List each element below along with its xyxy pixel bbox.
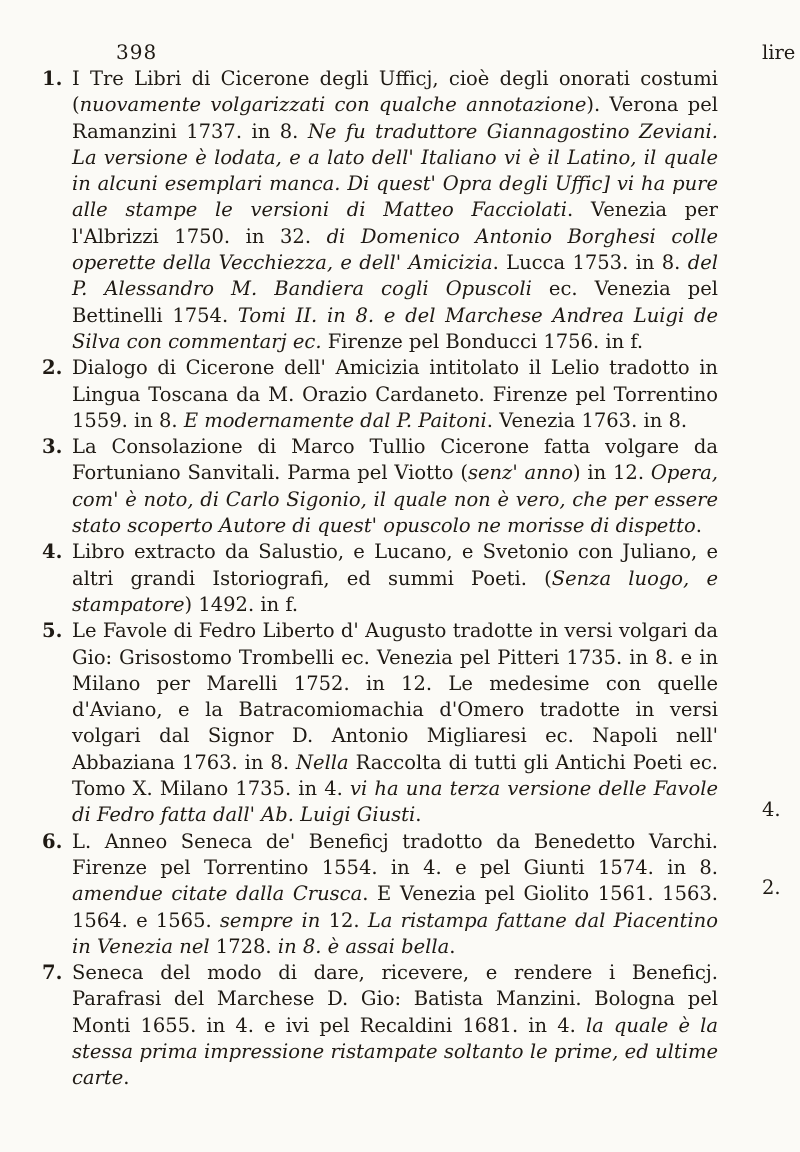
catalogue-entry: [42, 829, 718, 960]
entry-text-italic: in 8. è assai bella: [277, 934, 450, 958]
entry-text: Dialogo di Cicerone dell' Amicizia intitolato il Lelio tradotto in Lingua Toscana da M. Orazio Cardaneto. Firenze pel Torrentino 1559. in 8.: [72, 356, 718, 432]
entry-text: . Venezia 1763. in 8.: [486, 408, 688, 432]
entry-text: ec. Venezia pel Bettinelli 1754.: [72, 277, 718, 327]
entry-text: L. Anneo Seneca de' Beneficj tradotto da Benedetto Varchi. Firenze pel Torrentino 1554. in 4. e pel Giunti 1574. in 8.: [72, 829, 718, 879]
page-number: 398: [116, 40, 158, 64]
entry-number: 5.: [42, 619, 63, 643]
entry-text: Firenze pel Bonducci 1756. in f.: [321, 329, 644, 353]
entry-text: .: [123, 1066, 130, 1090]
entry-text-italic: la quale è la stessa prima impressione ristampate soltanto le prime, ed ultime carte: [72, 1013, 718, 1090]
entry-text-italic: Ne fu traduttore Giannagostino Zeviani. La versione è lodata, e a lato dell' Italiano vi è il Latino, il quale in alcuni esemplari manca. Di quest' Opra degli Uffic] vi ha pure alle stampe le versioni di Matteo Facciolati: [72, 119, 718, 222]
entry-number: 7.: [42, 961, 63, 985]
catalogue-entry: [42, 434, 718, 539]
catalogue-entries: [42, 66, 718, 1092]
entry-text-italic: di Domenico Antonio Borghesi colle operette della Vecchiezza, e dell' Amicizia: [72, 224, 718, 275]
entry-text-italic: Tomi II. in 8. e del Marchese Andrea Luigi de Silva con commentarj ec.: [72, 303, 718, 353]
entry-text: I Tre Libri di Cicerone degli Ufficj, cioè degli onorati costumi (: [72, 67, 718, 117]
entry-text: La Consolazione di Marco Tullio Cicerone fatta volgare da Fortuniano Sanvitali. Parma pel Viotto (: [72, 435, 718, 485]
entry-text: Raccolta di tutti gli Antichi Poeti ec. Tomo X. Milano 1735. in 4.: [72, 750, 719, 801]
entry-text-italic: La ristampa fattane dal Piacentino in Venezia nel: [72, 908, 718, 958]
entry-number: 1.: [42, 67, 63, 90]
entry-text: ) 1492. in f.: [184, 592, 299, 616]
catalogue-entry: [42, 355, 718, 434]
catalogue-entry: [42, 960, 718, 1091]
margin-price: lire: [762, 41, 796, 64]
entry-text-italic: senz' anno: [467, 461, 573, 485]
entry-text: ) in 12.: [572, 461, 651, 485]
entry-text: Libro extracto da Salustio, e Lucano, e Svetonio con Juliano, e altri grandi Istoriografi, ed summi Poeti. (: [72, 540, 718, 590]
entry-text: .: [415, 803, 422, 827]
entry-text-italic: E modernamente dal P. Paitoni: [183, 408, 487, 432]
entry-text-italic: amendue citate dalla Crusca: [72, 882, 363, 906]
entry-text: ). Verona pel Ramanzini 1737. in 8.: [72, 93, 718, 143]
entry-number: 3.: [42, 435, 63, 459]
entry-text-italic: sempre in: [219, 908, 321, 932]
entry-text-italic: del P. Alessandro M. Bandiera cogli Opuscoli: [72, 251, 718, 301]
margin-price: 2.: [762, 876, 781, 899]
entry-text: .: [449, 934, 456, 958]
catalogue-entry: [42, 66, 718, 355]
entry-number: 2.: [42, 356, 63, 380]
entry-text: 1728.: [209, 934, 278, 958]
entry-number: 4.: [42, 540, 63, 564]
entry-text: . Venezia per l'Albrizzi 1750. in 32.: [72, 198, 718, 248]
entry-text-italic: Nella: [295, 750, 349, 774]
entry-text: 12.: [320, 908, 368, 932]
catalogue-entry: [42, 539, 718, 618]
entry-text: Seneca del modo di dare, ricevere, e rendere i Beneficj. Parafrasi del Marchese D. Gio: Batista Manzini. Bologna pel Monti 1655. in 4. e ivi pel Recaldini 1681. in 4.: [72, 961, 718, 1037]
entry-text-italic: Senza luogo, e stampatore: [72, 566, 718, 616]
entry-text-italic: vi ha una terza versione delle Favole di Fedro fatta dall' Ab. Luigi Giusti: [72, 777, 718, 827]
entry-text: . Lucca 1753. in 8.: [492, 251, 688, 275]
entry-text: . E Venezia pel Giolito 1561. 1563. 1564. e 1565.: [72, 882, 718, 932]
entry-text-italic: Opera, com' è noto, di Carlo Sigonio, il quale non è vero, che per essere stato scoperto Autore di quest' opuscolo ne morisse di dispetto: [72, 461, 718, 538]
entry-number: 6.: [42, 829, 63, 853]
entry-text-italic: nuovamente volgarizzati con qualche annotazione: [79, 93, 587, 117]
catalogue-entry: [42, 618, 718, 828]
entry-text: .: [695, 514, 702, 538]
margin-price: 4.: [762, 798, 781, 821]
entry-text: Le Favole di Fedro Liberto d' Augusto tradotte in versi volgari da Gio: Grisostomo Trombelli ec. Venezia pel Pitteri 1735. in 8. e in Milano per Marelli 1752. in 12. Le medesime con quelle d'Aviano, e la Batracomiomachia d'Omero tradotte in versi volgari dal Signor D. Antonio Migliaresi ec. Napoli nell' Abbaziana 1763. in 8.: [72, 619, 718, 774]
